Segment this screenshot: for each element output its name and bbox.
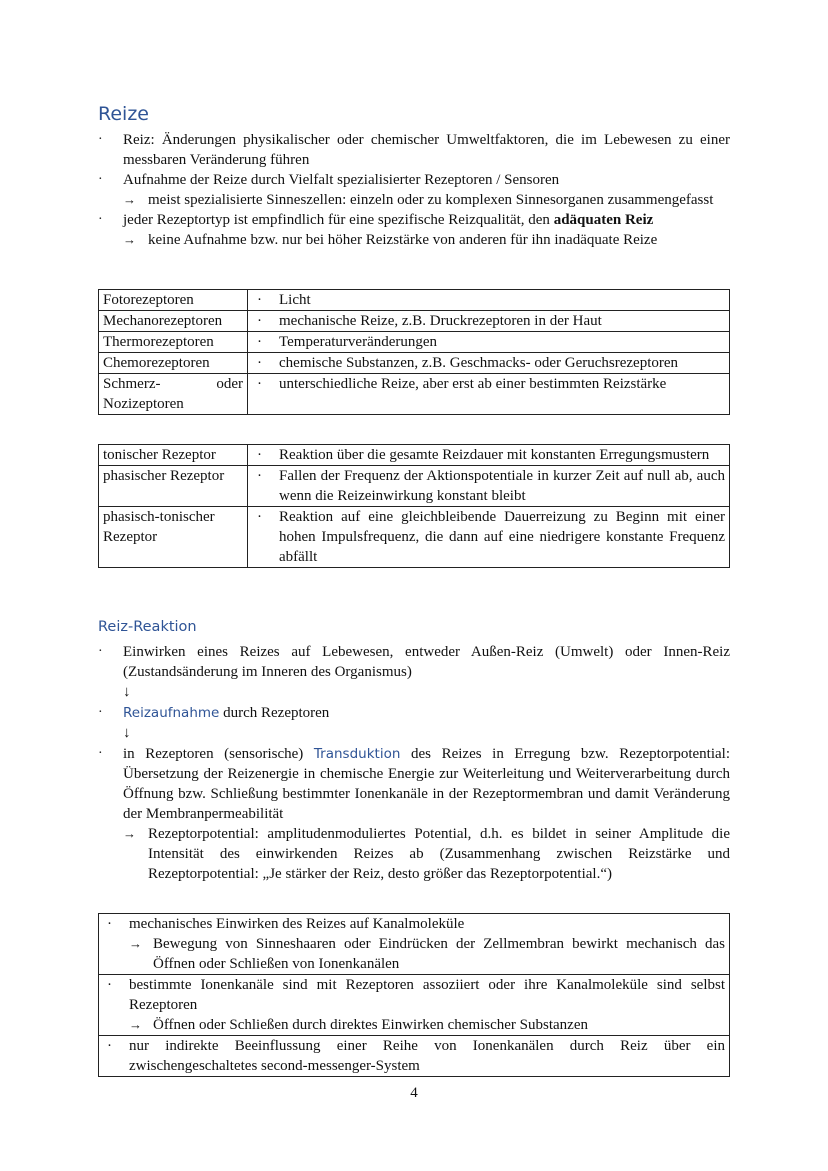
list-item: · in Rezeptoren (sensorische) Transduktion des Reizes in Erregung bzw. Rezeptorpotential: Übersetzung der Reizenergie in chemische Energie zur Weiterleitung und Weiterverarbeitung durch Öffnung bzw. Schließung bestimmter Ionenkanäle in der Rezeptormembran und damit Veränderung der Membranpermeabilität [98, 746, 730, 822]
bullet-icon: · [98, 705, 103, 720]
arrow-right-icon: → [123, 192, 136, 207]
list-item: · Reizaufnahme durch Rezeptoren [98, 705, 330, 721]
table-row: · bestimmte Ionenkanäle sind mit Rezeptoren assoziiert oder ihre Kanalmoleküle sind selbst Rezeptoren → Öffnen oder Schließen durch direktes Einwirken chemischer Substanzen [99, 975, 730, 1036]
sub-item: → Rezeptorpotential: amplitudenmoduliertes Potential, d.h. es bildet in seiner Amplitude die Intensität des einwirkenden Reizes ab (Zusammenhang zwischen Reizstärke und Rezeptorpotential: „Je stärker der Reiz, desto größer das Rezeptorpotential.“) [123, 826, 730, 882]
page-number: 4 [410, 1085, 418, 1101]
table-row: Fotorezeptoren · Licht [99, 290, 730, 311]
table-row: tonischer Rezeptor · Reaktion über die gesamte Reizdauer mit konstanten Erregungsmustern [99, 445, 730, 466]
arrow-right-icon: → [129, 936, 142, 951]
bullet-icon: · [98, 212, 103, 227]
bullet-icon: · [98, 746, 103, 761]
receptor-adaptation-table [98, 444, 730, 568]
arrow-right-icon: → [129, 1017, 142, 1032]
table-row: Thermorezeptoren · Temperaturveränderungen [99, 332, 730, 353]
arrow-down-icon: ↓ [123, 684, 131, 700]
receptor-type-table [98, 289, 730, 415]
table-row: Schmerz- oder Nozizeptoren · unterschiedliche Reize, aber erst ab einer bestimmten Reizstärke [99, 374, 730, 415]
table-row: · nur indirekte Beeinflussung einer Reihe von Ionenkanälen durch Reiz über ein zwischengeschaltetes second-messenger-System [99, 1036, 730, 1077]
list-item: · Einwirken eines Reizes auf Lebewesen, entweder Außen-Reiz (Umwelt) oder Innen-Reiz (Zustandsänderung im Inneren des Organismus) [98, 644, 730, 680]
reize-list [98, 130, 730, 250]
bullet-icon: · [98, 172, 103, 187]
ion-channel-table [98, 913, 730, 1077]
bullet-icon: · [98, 644, 103, 659]
sub-item: → meist spezialisierte Sinneszellen: einzeln oder zu komplexen Sinnesorganen zusammengefasst [123, 192, 714, 208]
table-row: Mechanorezeptoren · mechanische Reize, z.B. Druckrezeptoren in der Haut [99, 311, 730, 332]
arrow-down-icon: ↓ [123, 725, 131, 741]
arrow-right-icon: → [123, 232, 136, 247]
list-item: · Aufnahme der Reize durch Vielfalt spezialisierter Rezeptoren / Sensoren [98, 172, 560, 188]
heading-reize: Reize [98, 103, 149, 125]
sub-item: → keine Aufnahme bzw. nur bei höher Reizstärke von anderen für ihn inadäquate Reize [123, 232, 658, 248]
table-row: phasischer Rezeptor · Fallen der Frequenz der Aktionspotentiale in kurzer Zeit auf null ab, auch wenn die Reizeinwirkung konstant bleibt [99, 466, 730, 507]
table-row: phasisch-tonischer Rezeptor · Reaktion auf eine gleichbleibende Dauerreizung zu Beginn mit einer hohen Impulsfrequenz, die dann auf eine niedrigere konstante Frequenz abfällt [99, 507, 730, 568]
heading-reiz-reaktion: Reiz-Reaktion [98, 619, 197, 635]
reaktion-list [98, 642, 730, 884]
list-item: · Reiz: Änderungen physikalischer oder chemischer Umweltfaktoren, die im Lebewesen zu einer messbaren Veränderung führen [98, 132, 730, 168]
list-item: · jeder Rezeptortyp ist empfindlich für eine spezifische Reizqualität, den adäquaten Reiz [98, 212, 654, 228]
arrow-right-icon: → [123, 826, 136, 841]
bullet-icon: · [98, 132, 103, 147]
table-row: · mechanisches Einwirken des Reizes auf Kanalmoleküle → Bewegung von Sinneshaaren oder Eindrücken der Zellmembran bewirkt mechanisch das Öffnen oder Schließen von Ionenkanälen [99, 914, 730, 975]
table-row: Chemorezeptoren · chemische Substanzen, z.B. Geschmacks- oder Geruchsrezeptoren [99, 353, 730, 374]
